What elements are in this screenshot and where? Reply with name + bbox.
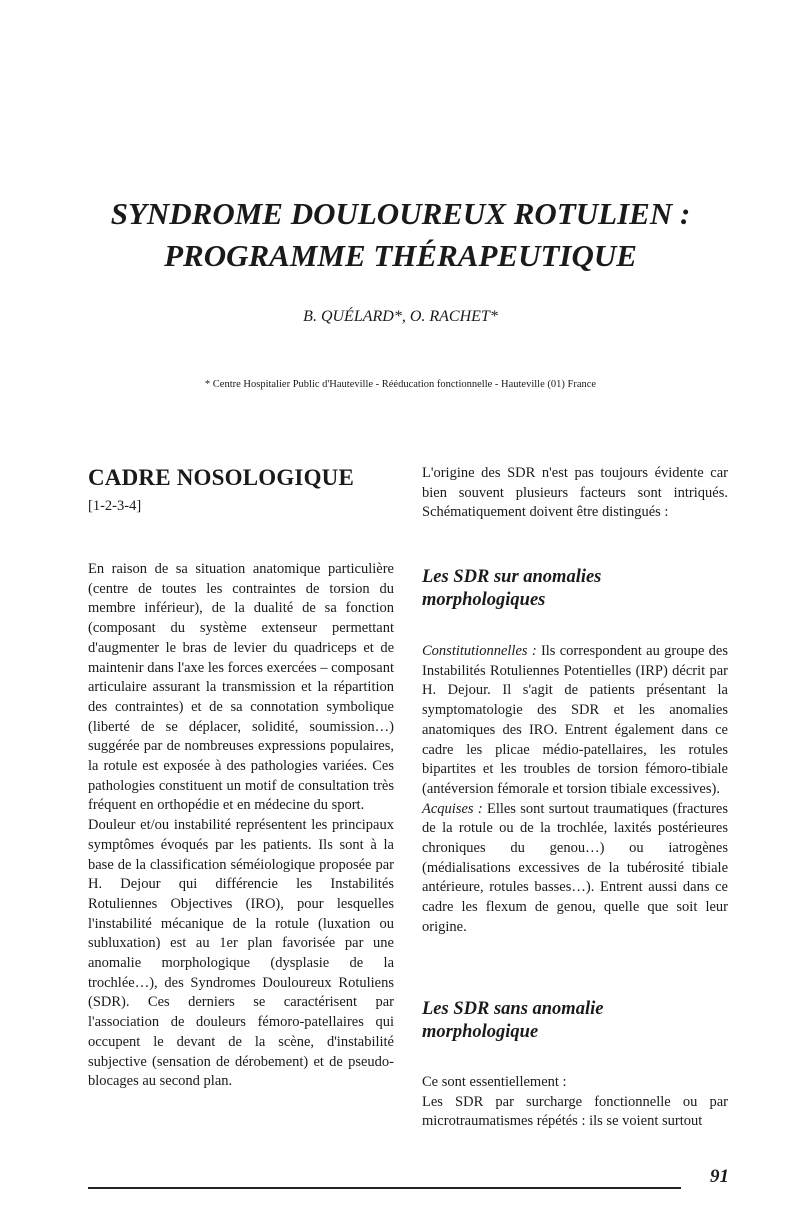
authors: B. QUÉLARD*, O. RACHET* (303, 308, 498, 325)
subheading-2-line-2: morphologique (422, 1022, 539, 1042)
subheading-1-line-2: morphologiques (422, 590, 546, 610)
right-column-anomalies (422, 642, 728, 938)
paragraph-origin: L'origine des SDR n'est pas toujours évidente car bien souvent plusieurs facteurs sont intriqués. Schématiquement doivent être distingués : (422, 465, 728, 521)
title-line-2: PROGRAMME THÉRAPEUTIQUE (164, 238, 637, 273)
constitutional-lead: Constitutionnelles : (422, 643, 537, 659)
subheading-with-anomalies (422, 566, 728, 612)
section-references: [1-2-3-4] (88, 498, 142, 514)
right-column-intro (422, 464, 728, 523)
article-title (60, 193, 741, 277)
right-column-no-anomaly (422, 1073, 728, 1132)
left-column (88, 560, 394, 1092)
acquired-text: Elles sont surtout traumatiques (fractures de la rotule ou de la trochlée, laxités postérieures chroniques du genou…) ou iatrogènes (médialisations excessives de la tubérosité tibiale antérieure, rotules basses…). Entrent aussi dans ce cadre les flexum de genou, quelle que soit leur origine. (422, 800, 728, 935)
constitutional-text: Ils correspondent au groupe des Instabilités Rotuliennes Potentielles (IRP) décrit par H. Dejour. Il s'agit de patients présentant la symptomatologie des SDR et les anomalies anatomiques des IRO. Entrent également dans ce cadre les plicae médio-patellaires, les rotules bipartites et les troubles de torsion fémoro-tibiale (antéversion fémorale et torsion tibiale excessives). (422, 643, 729, 797)
subheading-1-line-1: Les SDR sur anomalies (422, 567, 602, 587)
footer-rule (88, 1187, 681, 1189)
paragraph-anatomy: En raison de sa situation anatomique particulière (centre de toutes les contraintes de torsion du membre inférieur), de la dualité de sa fonction (composant du système extenseur permettant d'augmenter le bras de levier du quadriceps et de maintenir dans l'axe les forces exercées – composant articulaire assurant la transmission et la répartition des contraintes) et de sa connotation symbolique (liberté de se déplacer, solidité, soumission…) suggérée par de nombreuses expressions populaires, la rotule est exposée à des pathologies variées. Ces pathologies constituent un motif de consultation très fréquent en orthopédie et en médecine du sport. (88, 561, 394, 814)
paragraph-essentially: Ce sont essentiellement : (422, 1074, 567, 1090)
paragraph-acquired (422, 800, 728, 938)
subheading-without-anomaly (422, 998, 728, 1044)
subheading-2-line-1: Les SDR sans anomalie (422, 999, 604, 1019)
title-line-1: SYNDROME DOULOUREUX ROTULIEN : (110, 196, 691, 231)
affiliation: * Centre Hospitalier Public d'Hauteville - Rééducation fonctionnelle - Hauteville (01) France (204, 379, 597, 390)
acquired-lead: Acquises : (422, 800, 483, 817)
paragraph-overload: Les SDR par surcharge fonctionnelle ou par microtraumatismes répétés : ils se voient surtout (422, 1093, 728, 1130)
section-title: CADRE NOSOLOGIQUE (88, 465, 355, 490)
page-number: 91 (710, 1166, 729, 1187)
paragraph-symptoms: Douleur et/ou instabilité représentent les principaux symptômes évoqués par les patients. Ils sont à la base de la classification séméiologique proposée par H. Dejour qui différencie les Instabilités Rotuliennes Objectives (IRO), pour lesquelles l'instabilité mécanique de la rotule (luxation ou subluxation) est au 1er plan favorisée par une anomalie morphologique (dysplasie de la trochlée…), des Syndromes Douloureux Rotuliens (SDR). Ces derniers se caractérisent par l'association de douleurs fémoro-patellaires qui occupent le devant de la scène, d'instabilité subjective (sensation de dérobement) et de pseudo-blocages au second plan. (88, 817, 394, 1090)
paragraph-constitutional (422, 642, 728, 800)
